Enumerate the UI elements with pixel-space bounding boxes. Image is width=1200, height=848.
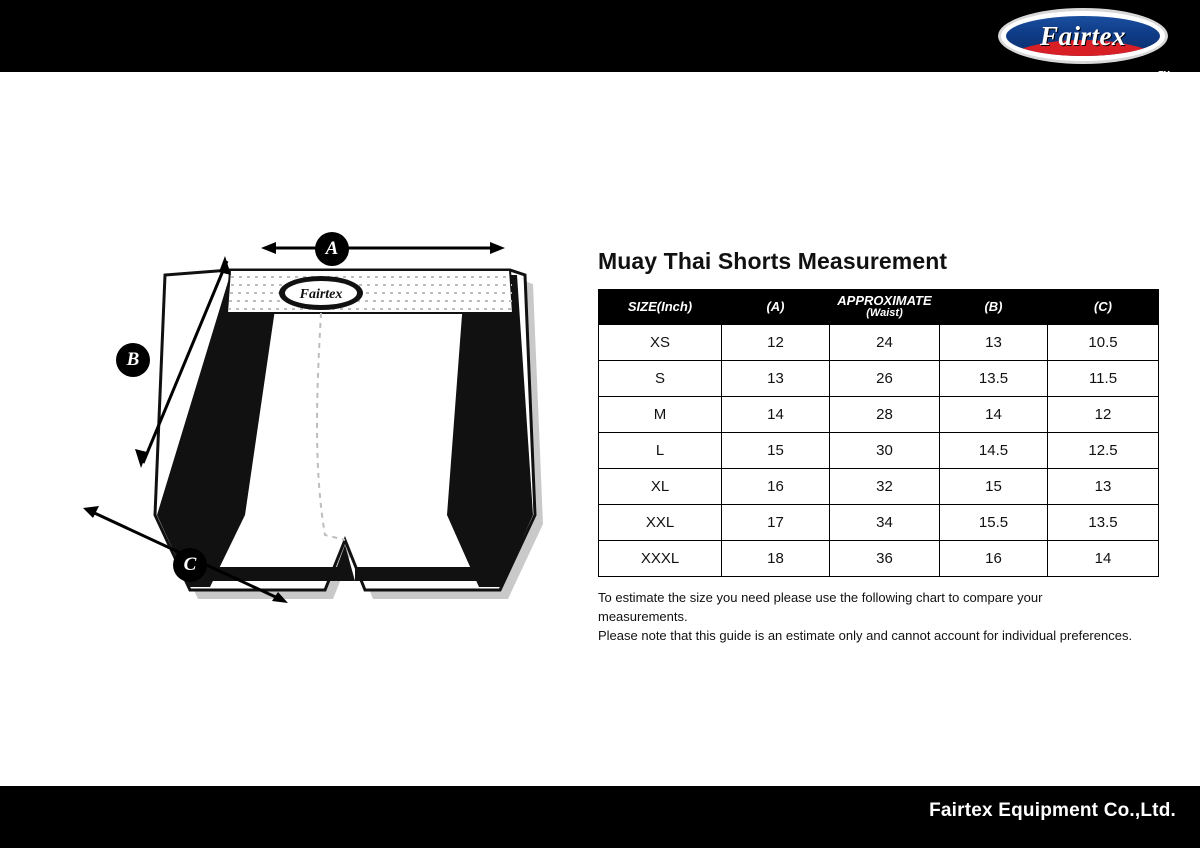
cell-b: 13.5 (940, 361, 1048, 397)
cell-b: 16 (940, 541, 1048, 577)
cell-a: 13 (722, 361, 830, 397)
cell-b: 13 (940, 325, 1048, 361)
logo-oval-inner (1006, 16, 1160, 56)
cell-a: 15 (722, 433, 830, 469)
cell-c: 13 (1048, 469, 1159, 505)
cell-a: 14 (722, 397, 830, 433)
cell-size: XXL (599, 505, 722, 541)
shorts-right-hem (355, 567, 499, 581)
cell-size: S (599, 361, 722, 397)
logo-tagline-text: BE INSPIRED (1034, 70, 1159, 88)
cell-size: XXXL (599, 541, 722, 577)
cell-b: 14.5 (940, 433, 1048, 469)
size-table-head (599, 290, 1159, 325)
cell-waist: 26 (830, 361, 940, 397)
table-row (599, 505, 1159, 541)
cell-a: 18 (722, 541, 830, 577)
cell-b: 15.5 (940, 505, 1048, 541)
size-note-line1: To estimate the size you need please use the following chart to compare your measurements. (598, 590, 1043, 624)
logo-brand-text: Fairtex (1039, 20, 1126, 51)
table-row (599, 397, 1159, 433)
header-c: (C) (1048, 290, 1159, 325)
cell-c: 13.5 (1048, 505, 1159, 541)
footer-company-name: Fairtex Equipment Co.,Ltd. (929, 800, 1176, 821)
footer-bar (0, 786, 1200, 848)
dimension-label-a: A (315, 232, 349, 266)
dimension-label-c: C (173, 548, 207, 582)
arrow-a-head-left (261, 242, 276, 254)
cell-size: XL (599, 469, 722, 505)
cell-waist: 32 (830, 469, 940, 505)
cell-waist: 34 (830, 505, 940, 541)
table-header-row (599, 290, 1159, 325)
cell-c: 14 (1048, 541, 1159, 577)
logo-tagline (1034, 70, 1170, 88)
size-note-line2: Please note that this guide is an estimate only and cannot account for individual preferences. (598, 627, 1133, 643)
arrow-b-head-top (219, 256, 231, 275)
table-row (599, 361, 1159, 397)
cell-b: 14 (940, 397, 1048, 433)
cell-a: 16 (722, 469, 830, 505)
cell-c: 11.5 (1048, 361, 1159, 397)
table-row (599, 541, 1159, 577)
dimension-label-b: B (116, 343, 150, 377)
cell-waist: 36 (830, 541, 940, 577)
cell-size: XS (599, 325, 722, 361)
table-row (599, 469, 1159, 505)
table-row (599, 433, 1159, 469)
arrow-c-head-left (83, 506, 99, 518)
waistband-logo-text: Fairtex (299, 287, 343, 302)
cell-waist: 24 (830, 325, 940, 361)
header-a: (A) (722, 290, 830, 325)
cell-waist: 28 (830, 397, 940, 433)
cell-a: 12 (722, 325, 830, 361)
shorts-illustration-svg (55, 215, 575, 635)
fairtex-logo (998, 8, 1178, 108)
cell-c: 10.5 (1048, 325, 1159, 361)
header-waist-main: APPROXIMATE (837, 293, 932, 309)
header-size: SIZE(Inch) (599, 290, 722, 325)
measurement-panel (598, 248, 1133, 646)
cell-c: 12 (1048, 397, 1159, 433)
size-table (598, 289, 1159, 577)
cell-size: M (599, 397, 722, 433)
size-note (598, 589, 1133, 646)
arrow-a-head-right (490, 242, 505, 254)
shorts-diagram (55, 215, 575, 635)
logo-oval-icon (998, 8, 1168, 64)
cell-b: 15 (940, 469, 1048, 505)
cell-waist: 30 (830, 433, 940, 469)
header-waist-sub: (Waist) (866, 307, 903, 320)
page-title: Muay Thai Shorts Measurement (598, 248, 948, 274)
registered-mark: ® (1156, 17, 1163, 27)
cell-c: 12.5 (1048, 433, 1159, 469)
header-waist (830, 290, 940, 325)
trademark-mark: TM (1158, 70, 1170, 79)
cell-a: 17 (722, 505, 830, 541)
size-table-body (599, 325, 1159, 577)
header-b: (B) (940, 290, 1048, 325)
cell-size: L (599, 433, 722, 469)
table-row (599, 325, 1159, 361)
